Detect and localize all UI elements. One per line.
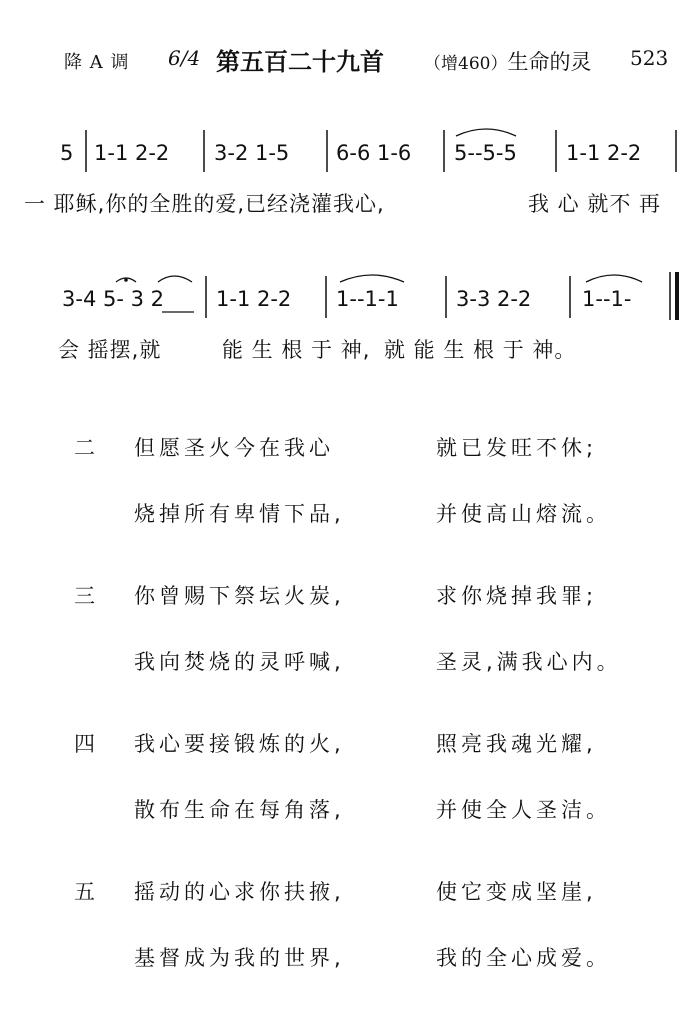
lyric-text: 会 摇摆,就: [58, 338, 162, 362]
verse-line: 我向焚烧的灵呼喊,: [134, 650, 345, 674]
verse-line: 你曾赐下祭坛火炭,: [134, 584, 345, 608]
key-signature: 降 A 调: [64, 52, 130, 73]
measure: 1-1 2-2: [566, 141, 642, 165]
verse-line: 散布生命在每角落,: [134, 798, 345, 822]
pickup-note: 5: [60, 141, 74, 165]
measure: 1--1-1: [336, 287, 399, 311]
tie-arc: [340, 275, 404, 282]
verse-number: 三: [74, 584, 95, 608]
measure: 3-4 5- 3 2: [62, 287, 164, 311]
verse-line: 基督成为我的世界,: [134, 946, 345, 970]
lyric-text: 能 生 根 于 神,: [222, 338, 371, 362]
verse-number: 二: [74, 436, 95, 460]
measure: 1--1-: [582, 287, 632, 311]
page-number: 523: [630, 46, 669, 70]
increment-number: （增460）: [424, 54, 508, 74]
notation-line-1-svg: [0, 122, 700, 192]
measure: 3-3 2-2: [456, 287, 532, 311]
verse-line: 摇动的心求你扶掖,: [134, 880, 345, 904]
measure: 5--5-5: [454, 141, 517, 165]
verse-line: 但愿圣火今在我心: [134, 436, 334, 460]
verse-line: 并使高山熔流。: [436, 502, 611, 526]
verse-line: 我的全心成爱。: [436, 946, 611, 970]
verse-line: 使它变成坚崖,: [436, 880, 597, 904]
verse-line: 我心要接锻炼的火,: [134, 732, 345, 756]
lyric-text: 就 能 生 根 于 神。: [384, 338, 577, 362]
hymn-subtitle: [424, 46, 591, 76]
verse-line: 烧掉所有卑情下品,: [134, 502, 345, 526]
fermata-dot: [124, 278, 128, 282]
time-signature: 6/4: [168, 46, 201, 70]
verse-line: 圣灵,满我心内。: [436, 650, 622, 674]
hymn-title: 第五百二十九首: [216, 48, 384, 76]
hymn-name: 生命的灵: [507, 50, 592, 74]
verse-line: 就已发旺不休;: [436, 436, 598, 460]
tie-arc: [456, 129, 516, 136]
lyric-text: 一 耶稣,你的全胜的爱,已经浇灌我心,: [24, 192, 385, 216]
lyric-line-1: [0, 188, 700, 222]
verse-number: 五: [74, 880, 95, 904]
measure: 6-6 1-6: [336, 141, 412, 165]
lyric-text: 我 心 就不 再: [528, 192, 662, 216]
verse-line: 求你烧掉我罪;: [436, 584, 598, 608]
tie-arc: [586, 275, 642, 282]
hymn-header: [0, 42, 700, 74]
lyric-line-2: [0, 334, 700, 368]
notation-line-2-svg: [0, 268, 700, 338]
measure: 1-1 2-2: [216, 287, 292, 311]
tie-arc: [158, 276, 192, 282]
verse-line: 并使全人圣洁。: [436, 798, 611, 822]
measure: 3-2 1-5: [214, 141, 290, 165]
verse-line: 照亮我魂光耀,: [436, 732, 597, 756]
measure: 1-1 2-2: [94, 141, 170, 165]
verse-number: 四: [74, 732, 95, 756]
